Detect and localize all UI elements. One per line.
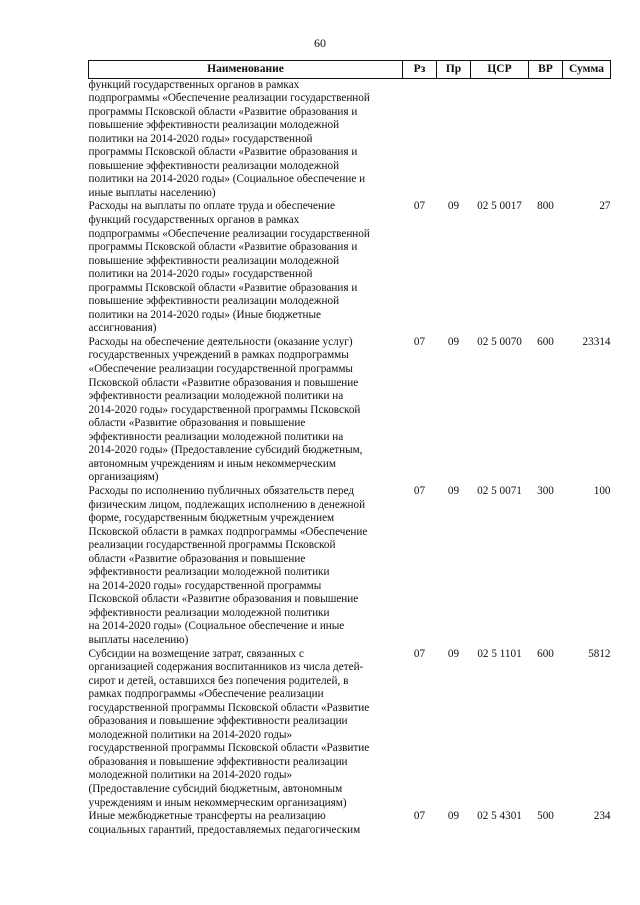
row-name: функций государственных органов в рамках подпрограммы «Обеспечение реализации государственной программы Псковской области «Развитие образования и повышение эффективности реализации молодежной политики на 2014-2020 годы» государственной программы Псковской области «Развитие образования и повышение эффективности реализации молодежной политики на 2014-2020 годы» (Социальное обеспечение и иные выплаты населению) [88,78,370,199]
row-sum: 27 [599,200,611,213]
row-pr [437,78,471,200]
table-row [89,336,611,485]
row-sum: 234 [593,810,611,823]
header-pr: Пр [437,61,471,79]
header-name: Наименование [89,61,403,79]
table-row [89,485,611,648]
row-sum: 5812 [588,647,611,660]
row-csr [471,78,529,200]
header-vr: ВР [529,61,563,79]
row-csr: 02 5 4301 [477,810,522,823]
table-row [89,200,611,335]
row-pr: 09 [447,335,460,348]
row-pr: 09 [447,200,460,213]
header-csr: ЦСР [471,61,529,79]
row-rz: 07 [413,810,426,823]
table-header-row [89,61,611,79]
row-pr: 09 [447,810,460,823]
row-rz: 07 [413,335,426,348]
row-name: Расходы на обеспечение деятельности (оказание услуг) государственных учреждений в рамках подпрограммы «Обеспечение реализации государственной программы Псковской области «Развитие образования и повышение эффективности реализации молодежной политики на 2014-2020 годы» государственной программы Псковской области «Развитие образования и повышение эффективности реализации молодежной политики на 2014-2020 годы» (Предоставление субсидий бюджетным, автономным учреждениям и иным некоммерческим организациям) [88,335,363,484]
page-number: 60 [314,36,326,50]
row-sum: 23314 [582,335,611,348]
row-vr: 500 [537,810,554,823]
row-vr: 600 [537,647,554,660]
row-name: Иные межбюджетные трансферты на реализацию социальных гарантий, предоставляемых педагогическим [88,810,361,836]
row-rz: 07 [413,647,426,660]
row-csr: 02 5 1101 [477,647,522,660]
header-sum: Сумма [563,61,611,79]
table-row [89,648,611,811]
row-vr [529,78,563,200]
row-name: Субсидии на возмещение затрат, связанных с организацией содержания воспитанников из числа детей- сирот и детей, оставшихся без попечения родителей, в рамках подпрограммы «Обеспечение реализации государственной программы Псковской области «Развитие образования и повышение эффективности реализации молодежной политики на 2014-2020 годы» государственной программы Псковской области «Развитие образования и повышение эффективности реализации молодежной политики на 2014-2020 годы» (Предоставление субсидий бюджетным, автономным учреждениям и иным некоммерческим организациям) [88,647,370,809]
row-vr: 800 [537,200,554,213]
row-pr: 09 [447,484,460,497]
row-name: Расходы на выплаты по оплате труда и обеспечение функций государственных органов в рамках подпрограммы «Обеспечение реализации государственной программы Псковской области «Развитие образования и повышение эффективности реализации молодежной политики на 2014-2020 годы» государственной программы Псковской области «Развитие образования и повышение эффективности реализации молодежной политики на 2014-2020 годы» (Иные бюджетные ассигнования) [88,200,370,335]
row-sum: 100 [593,484,611,497]
row-rz: 07 [413,200,426,213]
row-vr: 300 [537,484,554,497]
row-pr: 09 [447,647,460,660]
table-row [89,78,611,200]
header-rz: Рз [403,61,437,79]
row-vr: 600 [537,335,554,348]
row-rz [403,78,437,200]
row-name: Расходы по исполнению публичных обязательств перед физическим лицом, подлежащих исполнению в денежной форме, государственным бюджетным учреждением Псковской области в рамках подпрограммы «Обеспечение реализации государственной программы Псковской области «Развитие образования и повышение эффективности реализации молодежной политики на 2014-2020 годы» государственной программы Псковской области «Развитие образования и повышение эффективности реализации молодежной политики на 2014-2020 годы» (Социальное обеспечение и иные выплаты населению) [88,484,368,646]
table-row [89,810,611,837]
row-csr: 02 5 0070 [477,335,522,348]
row-csr: 02 5 0017 [477,200,522,213]
row-sum [563,78,611,200]
row-rz: 07 [413,484,426,497]
budget-table [88,60,611,837]
row-csr: 02 5 0071 [477,484,522,497]
